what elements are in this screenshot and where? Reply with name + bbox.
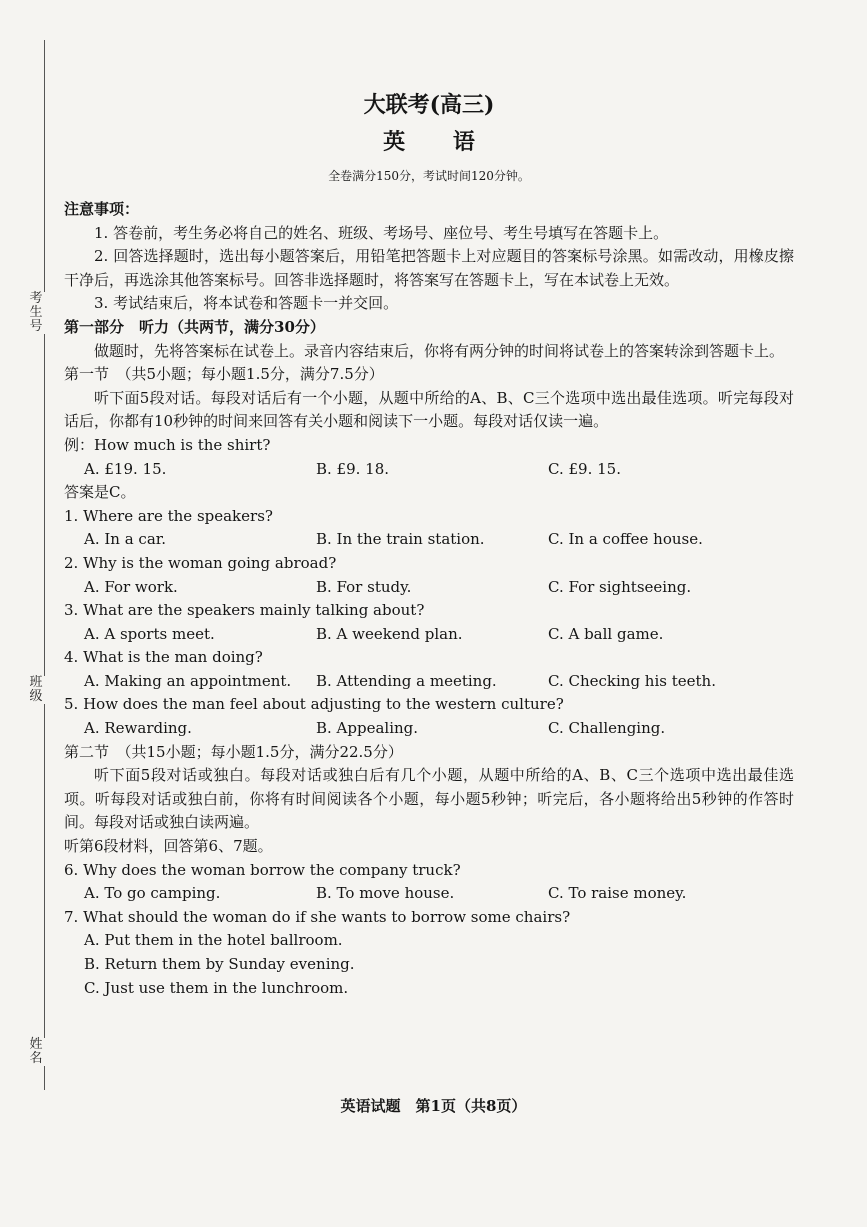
- option-b: B. Return them by Sunday evening.: [84, 955, 355, 973]
- option-b: B. Appealing.: [316, 719, 419, 738]
- example-answer: 答案是C。: [64, 483, 136, 502]
- question-5: 5. How does the man feel about adjusting to the western culture?: [64, 695, 564, 714]
- option-c: C. Just use them in the lunchroom.: [84, 978, 349, 997]
- side-label-text: 考生号: [29, 291, 43, 334]
- option-a: A. A sports meet.: [84, 624, 215, 643]
- section2-intro: 听下面5段对话或独白。每段对话或独白后有几个小题，从题中所给的A、B、C三个选项中选出最佳选项。听每段对话或独白前，你将有时间阅读各个小题，每小题5秒钟；听完后，各小题将给出5秒钟的作答时间。每段对话或独白读两遍。: [64, 766, 794, 832]
- exam-content: [64, 80, 794, 1000]
- question-1: 1. Where are the speakers?: [64, 506, 273, 525]
- question-2: 2. Why is the woman going abroad?: [64, 553, 337, 572]
- material-6-note: 听第6段材料，回答第6、7题。: [64, 837, 273, 856]
- section1-heading: 第一节 （共5小题；每小题1.5分，满分7.5分）: [64, 365, 384, 384]
- question-1-options: [64, 528, 794, 552]
- section1-intro: 听下面5段对话。每段对话后有一个小题，从题中所给的A、B、C三个选项中选出最佳选项。听完每段对话后，你都有10秒钟的时间来回答有关小题和阅读下一小题。每段对话仅读一遍。: [64, 388, 794, 431]
- option-c: C. £9. 15.: [548, 459, 621, 478]
- option-c: C. Checking his teeth.: [548, 671, 716, 690]
- option-b: B. To move house.: [316, 884, 455, 903]
- question-6-options: [64, 882, 794, 906]
- option-b: B. A weekend plan.: [316, 624, 463, 643]
- option-b: B. Attending a meeting.: [316, 671, 497, 690]
- option-c: C. For sightseeing.: [548, 577, 692, 596]
- option-a: A. Put them in the hotel ballroom.: [84, 931, 343, 950]
- subject-title: 英 语: [383, 129, 495, 155]
- section2-heading: 第二节 （共15小题；每小题1.5分，满分22.5分）: [64, 742, 403, 761]
- question-4: 4. What is the man doing?: [64, 648, 263, 667]
- question-7: 7. What should the woman do if she wants to borrow some chairs?: [64, 907, 571, 926]
- option-c: C. In a coffee house.: [548, 530, 703, 549]
- option-c: C. Challenging.: [548, 719, 666, 738]
- side-label-text: 班级: [29, 675, 43, 704]
- example-question: 例：How much is the shirt?: [64, 435, 271, 454]
- notice-item-3: 3. 考试结束后，将本试卷和答题卡一并交回。: [94, 294, 399, 313]
- example-options: [64, 458, 794, 482]
- question-4-options: [64, 670, 794, 694]
- option-a: A. To go camping.: [84, 884, 221, 903]
- notice-item-1: 1. 答卷前，考生务必将自己的姓名、班级、考场号、座位号、考生号填写在答题卡上。: [94, 223, 669, 242]
- part1-heading: 第一部分 听力（共两节，满分30分）: [64, 317, 325, 336]
- notice-item-2: 2. 回答选择题时，选出每小题答案后，用铅笔把答题卡上对应题目的答案标号涂黑。如需改动，用橡皮擦干净后，再选涂其他答案标号。回答非选择题时，将答案写在答题卡上，写在本试卷上无效。: [64, 247, 794, 289]
- question-3-options: [64, 623, 794, 647]
- option-a: A. Making an appointment.: [84, 671, 292, 690]
- exam-title: 大联考(高三): [363, 92, 495, 118]
- option-b: B. In the train station.: [316, 530, 485, 549]
- binding-line: [44, 40, 45, 1090]
- question-6: 6. Why does the woman borrow the company truck?: [64, 860, 461, 879]
- page-footer: 英语试题 第1页（共8页）: [340, 1097, 527, 1115]
- option-a: A. In a car.: [84, 530, 167, 549]
- part1-intro: 做题时，先将答案标在试卷上。录音内容结束后，你将有两分钟的时间将试卷上的答案转涂到答题卡上。: [94, 341, 785, 360]
- option-c: C. A ball game.: [548, 624, 664, 643]
- option-a: A. For work.: [84, 577, 178, 596]
- option-a: A. £19. 15.: [84, 459, 167, 478]
- side-label-class: [26, 676, 46, 704]
- option-a: A. Rewarding.: [84, 719, 192, 738]
- side-label-name: [26, 1038, 46, 1066]
- score-time-note: 全卷满分150分，考试时间120分钟。: [328, 169, 530, 183]
- notice-heading: 注意事项：: [64, 200, 140, 218]
- question-3: 3. What are the speakers mainly talking about?: [64, 601, 425, 620]
- side-label-exam-no: [26, 292, 46, 334]
- option-b: B. £9. 18.: [316, 459, 390, 478]
- question-5-options: [64, 717, 794, 741]
- option-c: C. To raise money.: [548, 884, 687, 903]
- side-label-text: 姓名: [29, 1037, 43, 1066]
- option-b: B. For study.: [316, 577, 412, 596]
- question-2-options: [64, 576, 794, 600]
